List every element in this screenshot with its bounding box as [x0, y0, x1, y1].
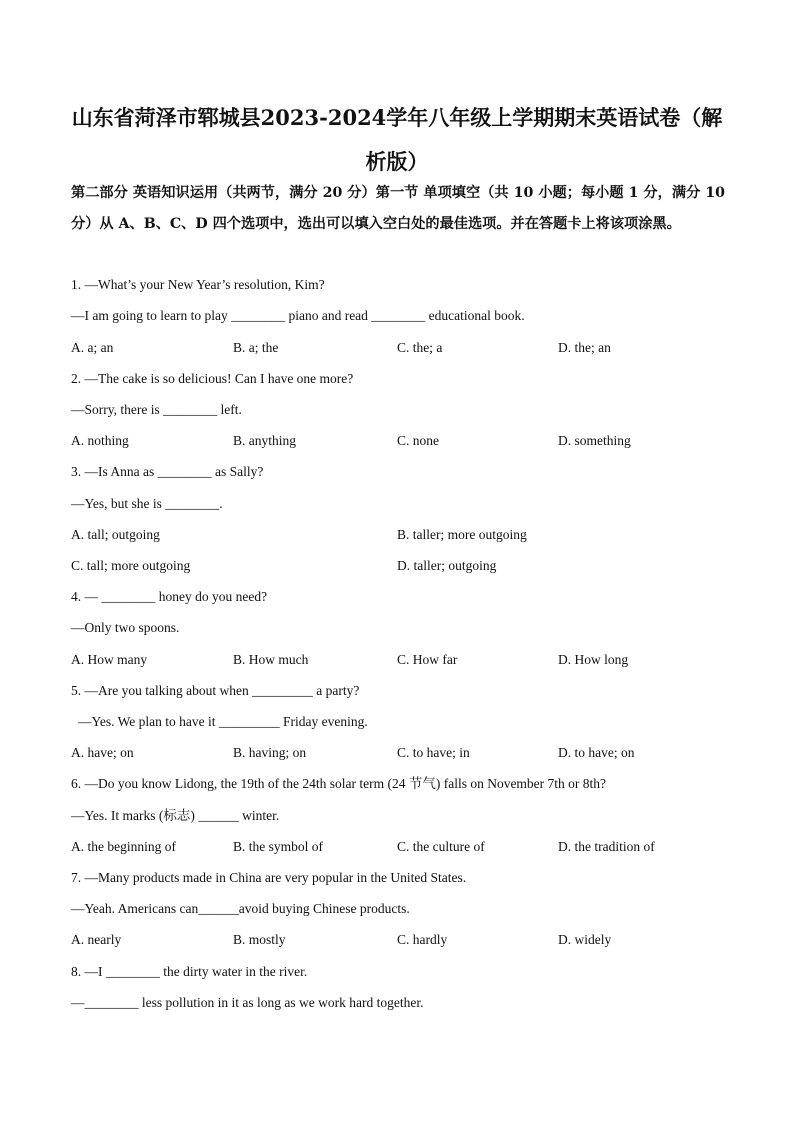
question-4-option-c: C. How far: [397, 652, 458, 667]
question-1-option-c: C. the; a: [397, 340, 443, 355]
question-5-option-c: C. to have; in: [397, 745, 470, 760]
question-1-response: —I am going to learn to play ________ piano and read ________ educational book.: [71, 308, 525, 323]
question-7-option-a: A. nearly: [71, 932, 122, 947]
question-2-option-b: B. anything: [233, 433, 296, 448]
question-5-option-b: B. having; on: [233, 745, 307, 760]
question-1-option-a: A. a; an: [71, 340, 114, 355]
question-7-option-b: B. mostly: [233, 932, 286, 947]
question-4-option-a: A. How many: [71, 652, 148, 667]
question-3-option-d: D. taller; outgoing: [397, 558, 497, 573]
question-5-option-a: A. have; on: [71, 745, 134, 760]
question-1-prompt: 1. —What’s your New Year’s resolution, Kim?: [71, 277, 325, 292]
question-2-option-c: C. none: [397, 433, 439, 448]
question-7-option-d: D. widely: [558, 932, 612, 947]
question-5-response: —Yes. We plan to have it _________ Friday evening.: [78, 714, 368, 729]
question-3-option-c: C. tall; more outgoing: [71, 558, 191, 573]
question-4-prompt: 4. — ________ honey do you need?: [71, 589, 268, 604]
question-7-option-c: C. hardly: [397, 932, 448, 947]
question-8-response: —________ less pollution in it as long as we work hard together.: [71, 995, 424, 1010]
section-instructions: 第二部分 英语知识运用（共两节，满分 20 分）第一节 单项填空（共 10 小题；每小题 1 分，满分 10 分）从 A、B、C、D 四个选项中，选出可以填入空白处的最佳选项。并在答题卡上将该项涂黑。: [71, 185, 725, 232]
question-2-prompt: 2. —The cake is so delicious! Can I have one more?: [71, 371, 354, 386]
question-2-response: —Sorry, there is ________ left.: [71, 402, 242, 417]
question-6-prompt: 6. —Do you know Lidong, the 19th of the 24th solar term (24 节气) falls on November 7th or 8th?: [71, 776, 607, 791]
question-6-option-c: C. the culture of: [397, 839, 485, 854]
question-2-option-a: A. nothing: [71, 433, 129, 448]
question-7-prompt: 7. —Many products made in China are very popular in the United States.: [71, 870, 467, 885]
question-1-option-d: D. the; an: [558, 340, 611, 355]
question-8-prompt: 8. —I ________ the dirty water in the river.: [71, 964, 308, 979]
question-7-response: —Yeah. Americans can______avoid buying Chinese products.: [71, 901, 410, 916]
page-title: 山东省菏泽市郓城县2023-2024学年八年级上学期期末英语试卷（解析版）: [71, 105, 723, 174]
question-3-option-b: B. taller; more outgoing: [397, 527, 527, 542]
question-6-option-d: D. the tradition of: [558, 839, 655, 854]
question-6-option-a: A. the beginning of: [71, 839, 176, 854]
question-3-prompt: 3. —Is Anna as ________ as Sally?: [71, 464, 264, 479]
question-2-option-d: D. something: [558, 433, 631, 448]
question-3-response: —Yes, but she is ________.: [71, 496, 223, 511]
question-4-option-b: B. How much: [233, 652, 309, 667]
question-3-option-a: A. tall; outgoing: [71, 527, 160, 542]
question-4-response: —Only two spoons.: [71, 620, 180, 635]
question-6-response: —Yes. It marks (标志) ______ winter.: [71, 808, 280, 823]
question-5-prompt: 5. —Are you talking about when _________ a party?: [71, 683, 360, 698]
question-5-option-d: D. to have; on: [558, 745, 635, 760]
question-1-option-b: B. a; the: [233, 340, 279, 355]
question-6-option-b: B. the symbol of: [233, 839, 323, 854]
question-4-option-d: D. How long: [558, 652, 629, 667]
